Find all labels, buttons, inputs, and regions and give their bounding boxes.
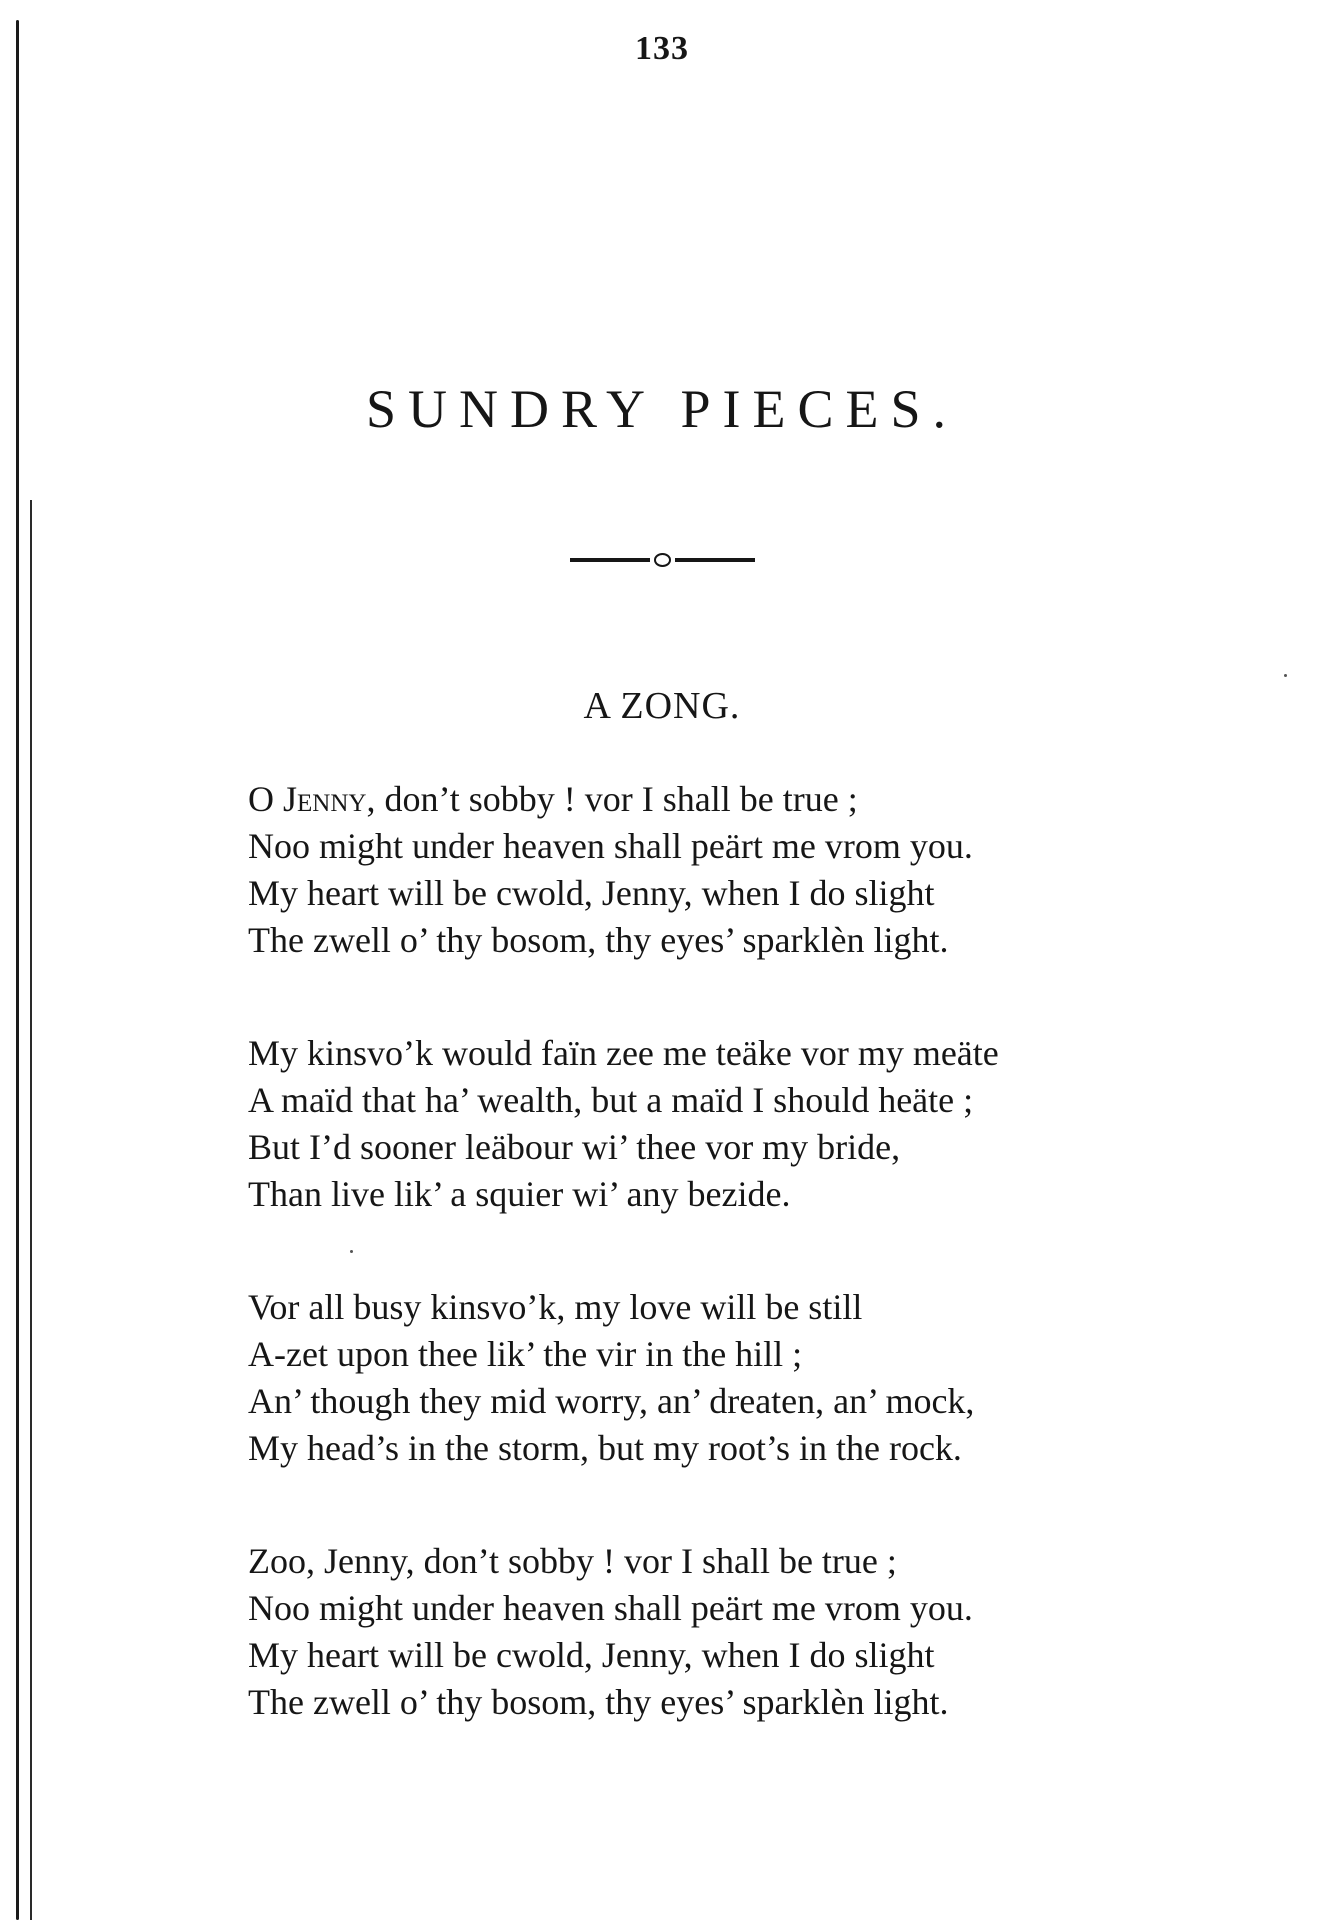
poem-line: But I’d sooner leäbour wi’ thee vor my bride, [248,1127,901,1167]
binding-edge-line [16,20,19,1920]
ornament-divider [0,540,1324,580]
poem-line: A-zet upon thee lik’ the vir in the hill ; [248,1334,803,1374]
poem-body [248,776,1288,1792]
ornament-dash-left [570,558,650,562]
poem-line: Than live lik’ a squier wi’ any bezide. [248,1174,791,1214]
section-title: SUNDRY PIECES. [365,379,959,439]
poem-line: My kinsvo’k would faïn zee me teäke vor my meäte [248,1033,999,1073]
page-number: 133 [635,30,689,67]
poem-line: The zwell o’ thy bosom, thy eyes’ sparklèn light. [248,920,949,960]
poem-line: Zoo, Jenny, don’t sobby ! vor I shall be true ; [248,1541,897,1581]
poem-line: My heart will be cwold, Jenny, when I do slight [248,873,935,913]
ornament-dash-right [675,558,755,562]
poem-line: Noo might under heaven shall peärt me vrom you. [248,1588,973,1628]
line-small-caps-name: Jenny [283,779,367,819]
poem-line: A maïd that ha’ wealth, but a maïd I should heäte ; [248,1080,974,1120]
poem-line [248,776,1288,823]
poem-line: My heart will be cwold, Jenny, when I do slight [248,1635,935,1675]
ornament-circle [654,553,671,567]
poem-line: Vor all busy kinsvo’k, my love will be still [248,1287,863,1327]
scan-speck [350,1250,353,1253]
poem-line: Noo might under heaven shall peärt me vrom you. [248,826,973,866]
poem-line: The zwell o’ thy bosom, thy eyes’ sparklèn light. [248,1682,949,1722]
stanza [248,1538,1288,1726]
poem-line: My head’s in the storm, but my root’s in the rock. [248,1428,962,1468]
stanza [248,1284,1288,1472]
stanza [248,776,1288,964]
poem-title: A ZONG. [583,685,741,727]
line-lead: O [248,779,283,819]
poem-line: An’ though they mid worry, an’ dreaten, an’ mock, [248,1381,975,1421]
stanza [248,1030,1288,1218]
line-rest: , don’t sobby ! vor I shall be true ; [366,779,858,819]
scan-speck [1284,674,1287,677]
